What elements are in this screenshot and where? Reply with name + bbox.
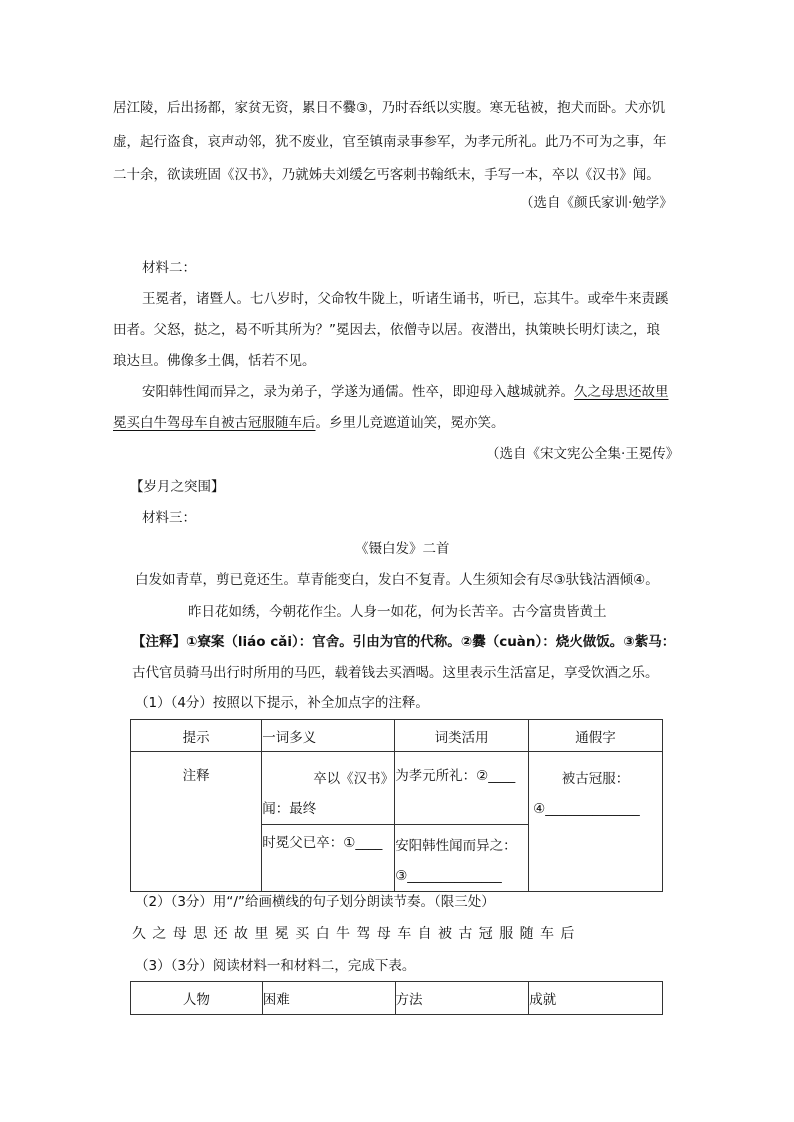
- section-heading: 【岁月之突围】: [130, 479, 225, 495]
- question3-table: [130, 981, 663, 1015]
- table-header-tongjia: 通假字: [529, 720, 663, 752]
- material2-line5-text: 。乡里儿竞遮道讪笑，冕亦笑。: [315, 415, 505, 431]
- table-header-difficulty: 困难: [262, 982, 395, 1015]
- question1-table: [130, 719, 663, 892]
- table-header-row: [131, 982, 663, 1015]
- table-header-method: 方法: [395, 982, 529, 1015]
- material3-title: 材料三：: [142, 510, 196, 526]
- question2-prompt: （2）（3分）用“/”给画横线的句子划分朗读节奏。（限三处）: [135, 894, 495, 910]
- answer-blank-1[interactable]: 时冕父已卒：①____: [262, 825, 395, 892]
- cell-text: 被古冠服：: [561, 771, 630, 787]
- cell-tongjia: [529, 752, 663, 892]
- table-header-hint: 提示: [131, 720, 262, 752]
- underlined-sentence-part1: 久之母思还故里: [574, 384, 669, 400]
- material1-line3: 二十余，欲读班固《汉书》，乃就姊夫刘缓乞丐客刺书翰纸末，手写一本，卒以《汉书》闻。: [113, 167, 660, 183]
- material2-title: 材料二：: [142, 260, 196, 276]
- material2-line1: 王冕者，诸暨人。七八岁时，父命牧牛陇上，听诸生诵书，听已，忘其牛。或牵牛来责蹊: [142, 291, 669, 307]
- cell-word-class-bottom: [395, 825, 529, 892]
- notes-line1: 【注释】①寮案（liáo cǎi）：官舍。引由为官的代称。②爨（cuàn）：烧火做饭。③紫马：: [132, 634, 676, 650]
- table-row: [131, 752, 663, 825]
- table-header-achievement: 成就: [529, 982, 663, 1015]
- material1-source: （选自《颜氏家训·勉学》: [520, 195, 673, 211]
- underlined-sentence-part2: 冕买白牛驾母车自被古冠服随车后: [113, 415, 316, 431]
- material1-line2: 虚，起行盗食，哀声动邻，犹不废业，官至镇南录事参军，为孝元所礼。此乃不可为之事，年: [113, 134, 667, 150]
- poem-line1: 白发如青草，剪已竟还生。草青能变白，发白不复青。人生须知会有尽③驮钱沽酒倾④。: [135, 572, 659, 588]
- cell-polysemy-top: [262, 752, 395, 825]
- material2-line5: [113, 413, 505, 433]
- poem-line2: 昨日花如绣，今朝花作尘。人身一如花，何为长苦辛。古今富贵皆黄土: [188, 604, 607, 620]
- answer-blank-3[interactable]: ③______________: [395, 868, 502, 884]
- cell-text: 闻：最终: [262, 801, 317, 817]
- material2-line2: 田者。父怒，挞之，曷不听其所为？”冕因去，依僧寺以居。夜潜出，执策映长明灯读之，琅: [113, 322, 660, 338]
- cell-text: 安阳韩性闻而异之：: [395, 838, 517, 854]
- question1-prompt: （1）（4分）按照以下提示，补全加点字的注释。: [135, 695, 429, 711]
- material2-line3: 琅达旦。佛像多土偶，恬若不见。: [113, 353, 316, 369]
- poem-title: 《镊白发》二首: [355, 541, 450, 557]
- material2-line4: [142, 382, 669, 402]
- row-label-annotation: 注释: [131, 752, 262, 892]
- table-header-person: 人物: [131, 982, 263, 1015]
- material2-line4-text: 安阳韩性闻而异之，录为弟子，学遂为通儒。性卒，即迎母入越城就养。: [142, 384, 574, 400]
- table-header-word-class: 词类活用: [395, 720, 529, 752]
- table-header-polysemy: 一词多义: [262, 720, 395, 752]
- notes-line2: 古代官员骑马出行时所用的马匹，载着钱去买酒喝。这里表示生活富足，享受饮酒之乐。: [132, 665, 659, 681]
- material2-source: （选自《宋文宪公全集·王冕传》: [486, 446, 680, 462]
- material1-line1: 居江陵，后出扬都，家贫无资，累日不爨③，乃时吞纸以实腹。寒无毡被，抱犬而卧。犬亦饥: [113, 100, 666, 116]
- cell-text: 卒以《汉书》: [313, 771, 395, 787]
- answer-blank-4[interactable]: ④______________: [533, 801, 640, 817]
- question2-sentence[interactable]: 久之母思还故里冕买白牛驾母车自被古冠服随车后: [132, 926, 581, 942]
- question3-prompt: （3）（3分）阅读材料一和材料二，完成下表。: [135, 958, 416, 974]
- table-header-row: [131, 720, 663, 752]
- cell-word-class-top[interactable]: 为孝元所礼：②____: [395, 752, 529, 825]
